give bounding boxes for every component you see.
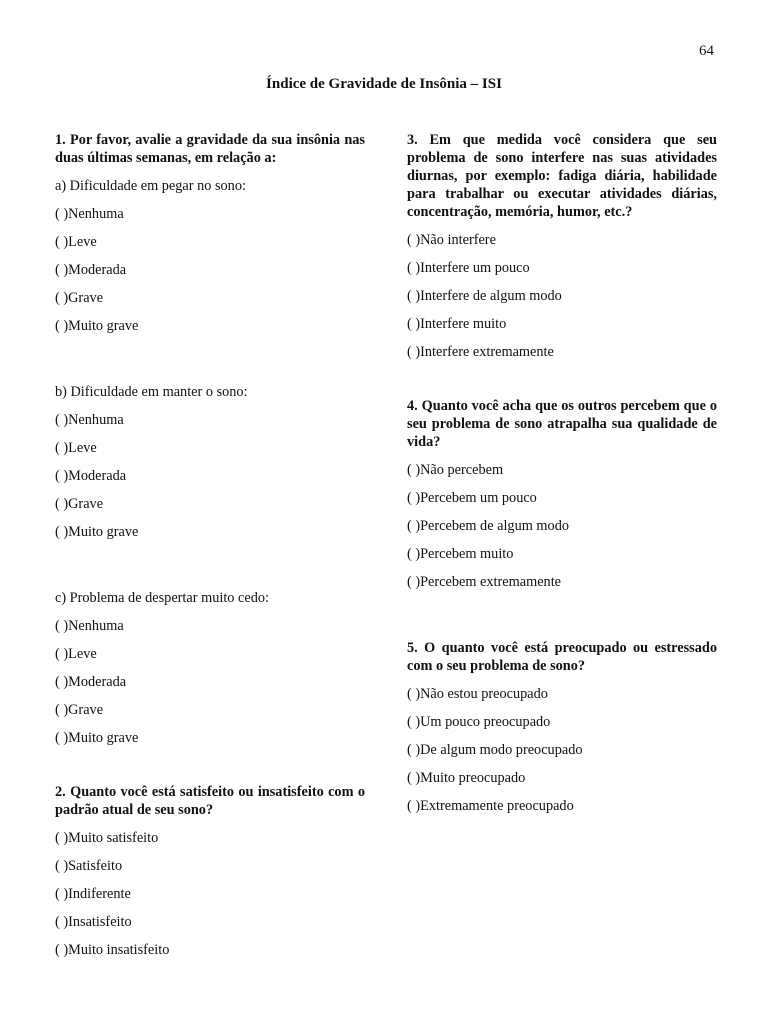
page-title: Índice de Gravidade de Insônia – ISI [266,76,502,92]
answer-option[interactable] [55,673,365,701]
answer-option-label: Não percebem [420,462,504,478]
answer-option[interactable] [55,495,365,523]
answer-option[interactable] [55,439,365,467]
checkbox[interactable]: ( ) [55,730,69,746]
answer-option[interactable] [55,701,365,729]
checkbox[interactable]: ( ) [407,798,421,814]
checkbox[interactable]: ( ) [407,518,421,534]
answer-option-label: Grave [68,496,104,512]
checkbox[interactable]: ( ) [407,260,421,276]
answer-option-label: Nenhuma [68,618,124,634]
answer-option-label: De algum modo preocupado [420,742,583,758]
answer-option-label: Percebem extremamente [420,574,562,590]
answer-option[interactable] [407,315,717,343]
checkbox[interactable]: ( ) [407,770,421,786]
answer-option-label: Extremamente preocupado [420,798,574,814]
question-1a-label: a) Dificuldade em pegar no sono: [55,178,246,194]
answer-option-label: Leve [68,440,97,456]
answer-option[interactable] [407,517,717,545]
question-4: 4. Quanto você acha que os outros percebem que o seu problema de sono atrapalha sua qualidade de vida? [407,398,717,450]
checkbox[interactable]: ( ) [407,316,421,332]
question-1b-label: b) Dificuldade em manter o sono: [55,384,248,400]
checkbox[interactable]: ( ) [55,206,69,222]
answer-option-label: Grave [68,702,104,718]
checkbox[interactable]: ( ) [55,830,69,846]
answer-option-label: Muito preocupado [420,770,526,786]
answer-option-label: Percebem muito [420,546,514,562]
question-5-options [407,685,717,825]
checkbox[interactable]: ( ) [55,618,69,634]
answer-option-label: Moderada [68,674,127,690]
answer-option-label: Satisfeito [68,858,123,874]
answer-option-label: Não estou preocupado [420,686,548,702]
answer-option-label: Muito satisfeito [68,830,159,846]
answer-option-label: Muito grave [68,524,139,540]
checkbox[interactable]: ( ) [407,232,421,248]
answer-option[interactable] [407,685,717,713]
answer-option[interactable] [55,233,365,261]
answer-option[interactable] [407,461,717,489]
answer-option-label: Insatisfeito [68,914,132,930]
question-1b-options [55,411,365,551]
answer-option[interactable] [407,545,717,573]
answer-option-label: Percebem de algum modo [420,518,569,534]
answer-option-label: Moderada [68,262,127,278]
answer-option-label: Leve [68,234,97,250]
checkbox[interactable]: ( ) [55,234,69,250]
checkbox[interactable]: ( ) [55,942,69,958]
answer-option-label: Um pouco preocupado [420,714,551,730]
answer-option[interactable] [55,913,365,941]
answer-option[interactable] [407,287,717,315]
answer-option-label: Interfere de algum modo [420,288,562,304]
question-1a-options [55,205,365,345]
checkbox[interactable]: ( ) [55,290,69,306]
answer-option[interactable] [407,489,717,517]
question-3: 3. Em que medida você considera que seu problema de sono interfere nas suas atividades diurnas, por exemplo: fadiga diária, habilidade para trabalhar ou executar atividades diárias, concentração, memória, humor, etc.? [407,132,717,220]
checkbox[interactable]: ( ) [55,468,69,484]
answer-option[interactable] [407,797,717,825]
answer-option-label: Não interfere [420,232,496,248]
answer-option[interactable] [55,857,365,885]
answer-option[interactable] [55,205,365,233]
checkbox[interactable]: ( ) [407,546,421,562]
checkbox[interactable]: ( ) [55,440,69,456]
answer-option[interactable] [55,523,365,551]
checkbox[interactable]: ( ) [55,858,69,874]
question-1c-label: c) Problema de despertar muito cedo: [55,590,269,606]
checkbox[interactable]: ( ) [407,574,421,590]
answer-option[interactable] [407,259,717,287]
checkbox[interactable]: ( ) [407,344,421,360]
checkbox[interactable]: ( ) [55,646,69,662]
page-number: 64 [699,43,714,59]
answer-option[interactable] [407,769,717,797]
question-2-options [55,829,365,969]
answer-option[interactable] [55,729,365,757]
answer-option-label: Leve [68,646,97,662]
answer-option-label: Muito grave [68,318,139,334]
checkbox[interactable]: ( ) [55,674,69,690]
answer-option[interactable] [407,741,717,769]
answer-option-label: Percebem um pouco [420,490,537,506]
answer-option-label: Grave [68,290,104,306]
answer-option-label: Nenhuma [68,206,124,222]
answer-option[interactable] [407,231,717,259]
answer-option[interactable] [55,411,365,439]
answer-option-label: Moderada [68,468,127,484]
checkbox[interactable]: ( ) [55,412,69,428]
answer-option-label: Muito insatisfeito [68,942,170,958]
checkbox[interactable]: ( ) [407,742,421,758]
answer-option[interactable] [55,645,365,673]
checkbox[interactable]: ( ) [407,288,421,304]
checkbox[interactable]: ( ) [55,318,69,334]
question-5: 5. O quanto você está preocupado ou estressado com o seu problema de sono? [407,640,717,674]
answer-option-label: Interfere extremamente [420,344,554,360]
answer-option-label: Indiferente [68,886,131,902]
checkbox[interactable]: ( ) [55,914,69,930]
right-column [407,131,717,825]
checkbox[interactable]: ( ) [55,702,69,718]
answer-option[interactable] [55,261,365,289]
checkbox[interactable]: ( ) [407,490,421,506]
answer-option[interactable] [55,317,365,345]
answer-option[interactable] [407,343,717,371]
question-2: 2. Quanto você está satisfeito ou insatisfeito com o padrão atual de seu sono? [55,784,365,818]
checkbox[interactable]: ( ) [407,462,421,478]
answer-option[interactable] [55,617,365,645]
checkbox[interactable]: ( ) [55,886,69,902]
answer-option[interactable] [407,573,717,601]
question-4-options [407,461,717,601]
answer-option-label: Nenhuma [68,412,124,428]
question-1c-options [55,617,365,757]
checkbox[interactable]: ( ) [407,714,421,730]
checkbox[interactable]: ( ) [55,496,69,512]
answer-option[interactable] [55,467,365,495]
checkbox[interactable]: ( ) [55,262,69,278]
answer-option[interactable] [55,289,365,317]
answer-option-label: Muito grave [68,730,139,746]
answer-option-label: Interfere um pouco [420,260,530,276]
checkbox[interactable]: ( ) [55,524,69,540]
question-1: 1. Por favor, avalie a gravidade da sua insônia nas duas últimas semanas, em relação a: [55,132,365,166]
answer-option[interactable] [407,713,717,741]
answer-option[interactable] [55,829,365,857]
checkbox[interactable]: ( ) [407,686,421,702]
answer-option-label: Interfere muito [420,316,507,332]
question-3-options [407,231,717,371]
answer-option[interactable] [55,885,365,913]
answer-option[interactable] [55,941,365,969]
left-column [55,131,365,969]
